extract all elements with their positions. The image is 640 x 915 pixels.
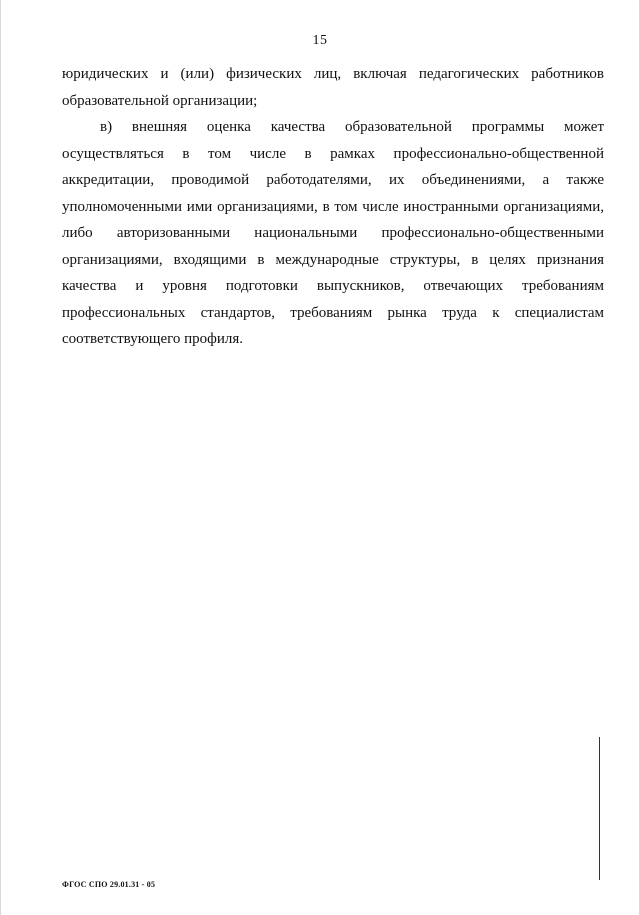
text-line: осуществляться в том числе в рамках профессионально-общественной [62,145,604,162]
paragraph-continuation [62,61,604,114]
text-line: в) внешняя оценка качества образовательной программы может [100,119,604,135]
text-line: соответствующего профиля. [62,331,244,347]
margin-rule [599,737,600,880]
text-line: либо авторизованными национальными профессионально-общественными [62,225,604,241]
text-line: юридических и (или) физических лиц, включая педагогических работников [62,66,604,82]
page-number: 15 [312,33,328,48]
document-footer-code: ФГОС СПО 29.01.31 - 05 [62,880,156,889]
scan-edge-left [0,0,1,915]
text-line: уполномоченными ими организациями, в том числе иностранными организациями, [62,198,604,215]
paragraph-external-assessment [62,114,604,353]
text-line: организациями, входящими в международные структуры, в целях признания [62,251,604,268]
text-line: качества и уровня подготовки выпускников, отвечающих требованиям [62,278,604,294]
text-line: профессиональных стандартов, требованиям рынка труда к специалистам [62,304,604,321]
text-line: образовательной организации; [62,92,258,109]
text-line: аккредитации, проводимой работодателями, их объединениями, а также [62,172,604,188]
